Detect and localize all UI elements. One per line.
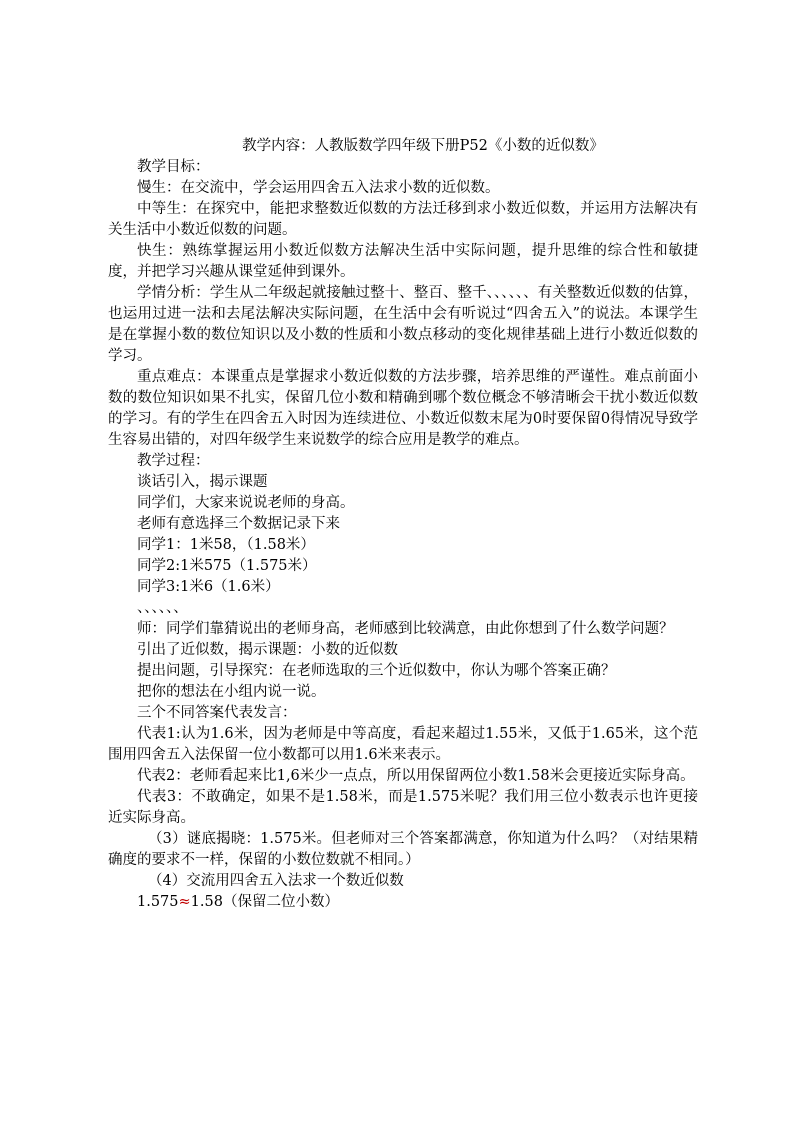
paragraph: （3）谜底揭晓：1.575米。但老师对三个答案都满意，你知道为什么吗？（对结果精确度的要求不一样，保留的小数位数就不相同。）: [108, 831, 698, 868]
approx-value: 1.575: [137, 894, 179, 910]
paragraph: 代表1:认为1.6米，因为老师是中等高度，看起来超过1.55米，又低于1.65米，这个范围用四舍五入法保留一位小数都可以用1.6米来表示。: [108, 726, 698, 763]
paragraph: 老师有意选择三个数据记录下来: [137, 516, 340, 532]
document-title: 教学内容：人教版数学四年级下册P52《小数的近似数》: [242, 138, 604, 154]
paragraph: 教学过程：: [137, 453, 210, 469]
paragraph: 同学们，大家来说说老师的身高。: [137, 495, 355, 511]
paragraph: 快生：熟练掌握运用小数近似数方法解决生活中实际问题，提升思维的综合性和敏捷度，并把学习兴趣从课堂延伸到课外。: [108, 243, 698, 280]
paragraph: 同学1：1米58，（1.58米）: [137, 537, 315, 553]
paragraph: （4）交流用四舍五入法求一个数近似数: [148, 873, 404, 889]
paragraph: 、、、、、、: [137, 600, 188, 616]
paragraph: 提出问题，引导探究：在老师选取的三个近似数中，你认为哪个答案正确？: [137, 663, 616, 679]
paragraph: 教学目标：: [137, 159, 210, 175]
paragraph: 三个不同答案代表发言：: [137, 705, 297, 721]
document-page: [108, 136, 698, 913]
paragraph: 学情分析：学生从二年级起就接触过整十、整百、整千、、、、、、有关整数近似数的估算，也运用过进一法和去尾法解决实际问题，在生活中会有听说过“四舍五入”的说法。本课学生是在掌握小数的数位知识以及小数的性质和小数点移动的变化规律基础上进行小数近似数的学习。: [108, 285, 698, 364]
paragraph: 代表2：老师看起来比1,6米少一点点，所以用保留两位小数1.58米会更接近实际身高。: [137, 768, 695, 784]
paragraph: 把你的想法在小组内说一说。: [137, 684, 326, 700]
paragraph: 同学2:1米575（1.575米）: [137, 558, 317, 574]
paragraph: 谈话引入，揭示课题: [137, 474, 268, 490]
paragraph: 重点难点：本课重点是掌握求小数近似数的方法步骤，培养思维的严谨性。难点前面小数的数位知识如果不扎实，保留几位小数和精确到哪个数位概念不够清晰会干扰小数近似数的学习。有的学生在四舍五入时因为连续进位、小数近似数末尾为0时要保留0得情况导致学生容易出错的，对四年级学生来说数学的综合应用是教学的难点。: [108, 369, 698, 448]
paragraph: 代表3：不敢确定，如果不是1.58米，而是1.575米呢？我们用三位小数表示也许更接近实际身高。: [108, 789, 698, 826]
paragraph: 慢生：在交流中，学会运用四舍五入法求小数的近似数。: [137, 180, 500, 196]
approx-result: 1.58（保留二位小数）: [190, 894, 339, 910]
approx-symbol: ≈: [178, 894, 191, 910]
paragraph: 同学3:1米6（1.6米）: [137, 579, 280, 595]
paragraph: 中等生：在探究中，能把求整数近似数的方法迁移到求小数近似数，并运用方法解决有关生活中小数近似数的问题。: [108, 201, 698, 238]
paragraph: 师：同学们靠猜说出的老师身高，老师感到比较满意，由此你想到了什么数学问题？: [137, 621, 674, 637]
paragraph: 引出了近似数，揭示课题：小数的近似数: [137, 642, 398, 658]
approximation-line: [108, 892, 698, 913]
